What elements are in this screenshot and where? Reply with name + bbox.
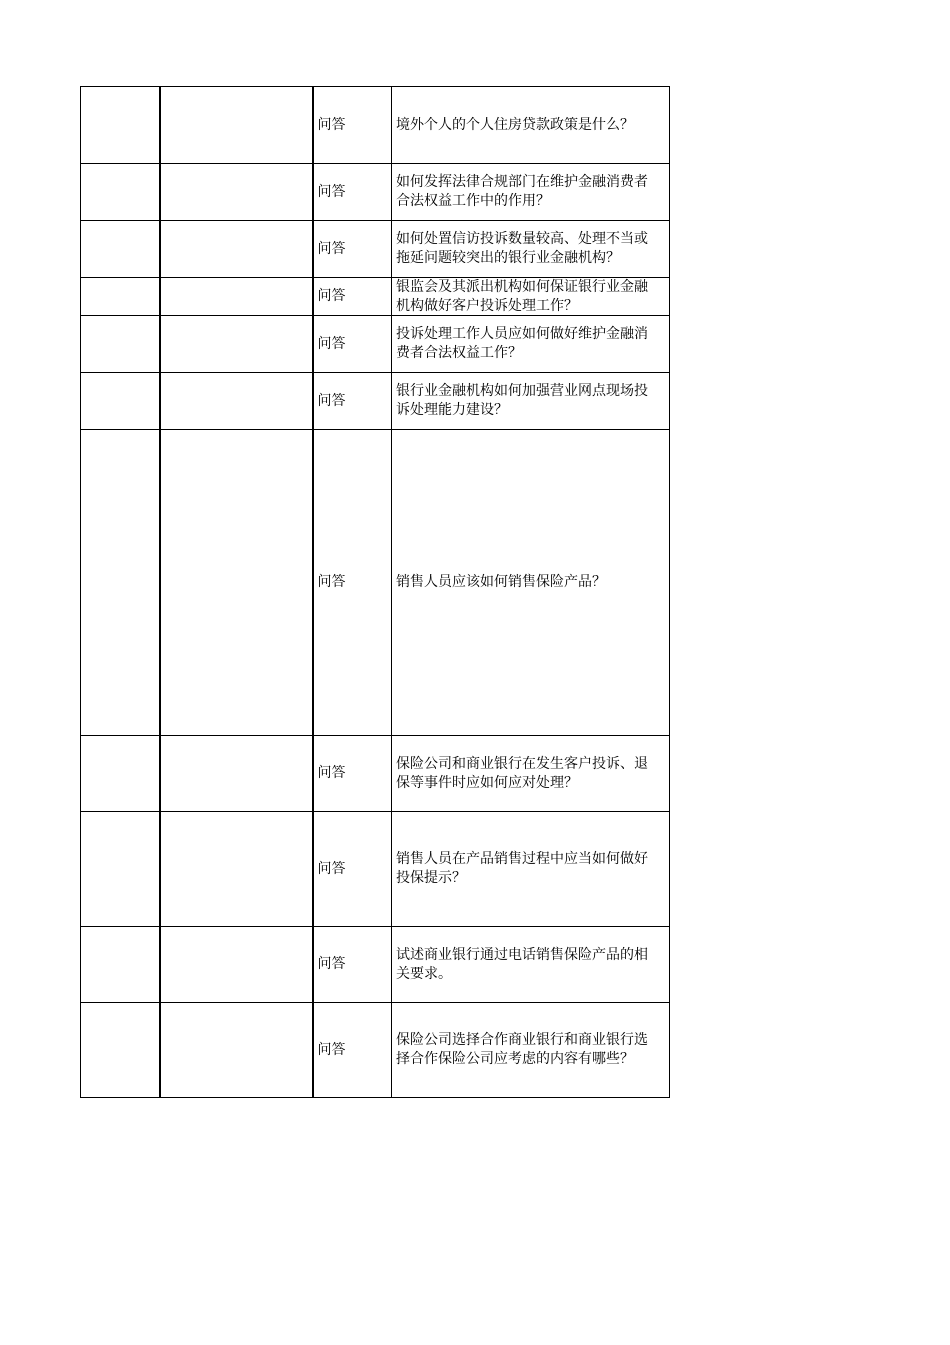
question-table <box>80 86 670 1098</box>
table-row <box>81 927 670 1003</box>
number-cell <box>81 736 160 812</box>
category-cell <box>160 1003 313 1098</box>
table-row <box>81 278 670 316</box>
question-cell <box>392 87 670 164</box>
question-type-cell: 问答 <box>313 221 392 278</box>
table-row <box>81 736 670 812</box>
category-cell <box>160 373 313 430</box>
question-text: 境外个人的个人住房贷款政策是什么？ <box>396 116 634 133</box>
question-text: 银监会及其派出机构如何保证银行业金融机构做好客户投诉处理工作？ <box>396 279 648 314</box>
question-cell <box>392 221 670 278</box>
question-type-cell: 问答 <box>313 373 392 430</box>
category-cell <box>160 164 313 221</box>
category-cell <box>160 316 313 373</box>
question-cell <box>392 316 670 373</box>
question-cell <box>392 812 670 927</box>
question-text: 银行业金融机构如何加强营业网点现场投诉处理能力建设？ <box>396 383 648 418</box>
question-type-cell: 问答 <box>313 430 392 736</box>
category-cell <box>160 87 313 164</box>
number-cell <box>81 430 160 736</box>
number-cell <box>81 373 160 430</box>
number-cell <box>81 221 160 278</box>
table-row <box>81 87 670 164</box>
category-cell <box>160 812 313 927</box>
question-type-cell: 问答 <box>313 316 392 373</box>
category-cell <box>160 430 313 736</box>
table-row <box>81 1003 670 1098</box>
question-cell <box>392 430 670 736</box>
category-cell <box>160 278 313 316</box>
number-cell <box>81 164 160 221</box>
question-cell <box>392 164 670 221</box>
question-type-cell: 问答 <box>313 164 392 221</box>
number-cell <box>81 927 160 1003</box>
category-cell <box>160 736 313 812</box>
category-cell <box>160 927 313 1003</box>
question-cell <box>392 927 670 1003</box>
question-cell <box>392 373 670 430</box>
question-type-cell: 问答 <box>313 736 392 812</box>
question-text: 投诉处理工作人员应如何做好维护金融消费者合法权益工作？ <box>396 326 648 361</box>
question-type-cell: 问答 <box>313 1003 392 1098</box>
question-cell <box>392 736 670 812</box>
question-type-cell: 问答 <box>313 87 392 164</box>
question-type-cell: 问答 <box>313 278 392 316</box>
number-cell <box>81 812 160 927</box>
question-text: 如何处置信访投诉数量较高、处理不当或拖延问题较突出的银行业金融机构？ <box>396 231 648 266</box>
question-text: 销售人员在产品销售过程中应当如何做好投保提示？ <box>396 851 648 886</box>
question-text: 如何发挥法律合规部门在维护金融消费者合法权益工作中的作用？ <box>396 174 648 209</box>
question-type-cell: 问答 <box>313 812 392 927</box>
table-row <box>81 812 670 927</box>
category-cell <box>160 221 313 278</box>
table-row <box>81 430 670 736</box>
question-cell <box>392 1003 670 1098</box>
question-text: 保险公司选择合作商业银行和商业银行选择合作保险公司应考虑的内容有哪些？ <box>396 1032 648 1067</box>
table-row <box>81 316 670 373</box>
number-cell <box>81 278 160 316</box>
number-cell <box>81 316 160 373</box>
question-text: 销售人员应该如何销售保险产品？ <box>396 574 606 590</box>
number-cell <box>81 87 160 164</box>
question-text: 保险公司和商业银行在发生客户投诉、退保等事件时应如何应对处理？ <box>396 755 648 791</box>
question-cell <box>392 278 670 316</box>
table-row <box>81 164 670 221</box>
number-cell <box>81 1003 160 1098</box>
question-type-cell: 问答 <box>313 927 392 1003</box>
table-row <box>81 221 670 278</box>
question-text: 试述商业银行通过电话销售保险产品的相关要求。 <box>396 946 648 982</box>
table-row <box>81 373 670 430</box>
